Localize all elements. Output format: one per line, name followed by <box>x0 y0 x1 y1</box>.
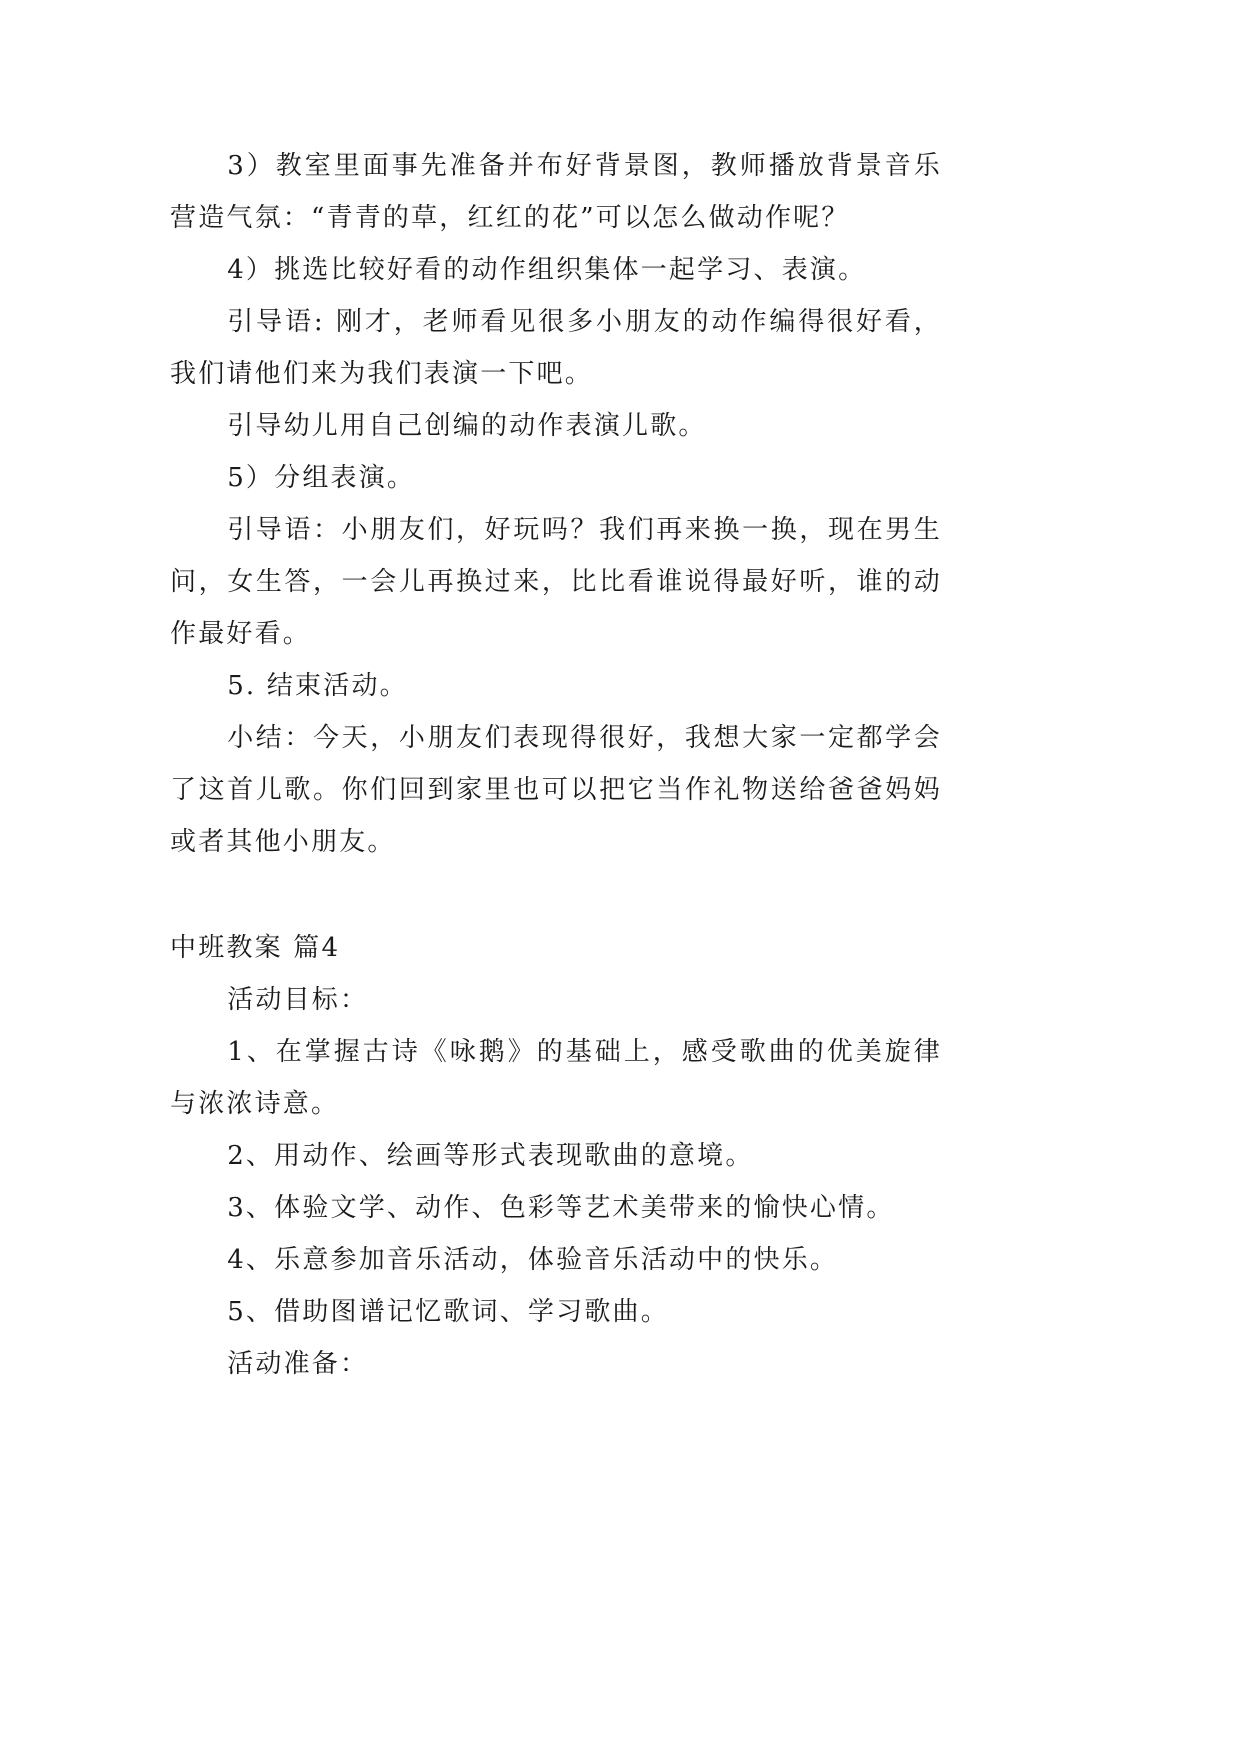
paragraph: 小结：今天，小朋友们表现得很好，我想大家一定都学会了这首儿歌。你们回到家里也可以把它当作礼物送给爸爸妈妈或者其他小朋友。 <box>170 723 942 857</box>
paragraph: 3、体验文学、动作、色彩等艺术美带来的愉快心情。 <box>227 1193 895 1223</box>
paragraph: 1、在掌握古诗《咏鹅》的基础上，感受歌曲的优美旋律与浓浓诗意。 <box>170 1037 942 1119</box>
paragraph: 引导语: 刚才，老师看见很多小朋友的动作编得很好看，我们请他们来为我们表演一下吧。 <box>170 307 942 389</box>
paragraph: 5、借助图谱记忆歌词、学习歌曲。 <box>227 1297 669 1327</box>
paragraph: 2、用动作、绘画等形式表现歌曲的意境。 <box>227 1141 754 1171</box>
paragraph: 5）分组表演。 <box>227 463 416 493</box>
paragraph: 活动准备： <box>227 1349 369 1379</box>
paragraph: 活动目标： <box>227 985 369 1015</box>
paragraph: 3）教室里面事先准备并布好背景图，教师播放背景音乐营造气氛：“青青的草，红红的花”可以怎么做动作呢？ <box>170 151 942 233</box>
paragraph: 4）挑选比较好看的动作组织集体一起学习、表演。 <box>227 255 867 285</box>
paragraph: 引导幼儿用自己创编的动作表演儿歌。 <box>227 411 707 441</box>
section-title: 中班教案 篇4 <box>170 933 341 963</box>
paragraph: 引导语：小朋友们，好玩吗？我们再来换一换，现在男生问，女生答，一会儿再换过来，比比看谁说得最好听，谁的动作最好看。 <box>170 515 942 649</box>
section-gap <box>170 868 942 922</box>
paragraph: 4、乐意参加音乐活动，体验音乐活动中的快乐。 <box>227 1245 839 1275</box>
paragraph: 5. 结束活动。 <box>227 671 408 701</box>
document-page <box>170 140 942 1390</box>
